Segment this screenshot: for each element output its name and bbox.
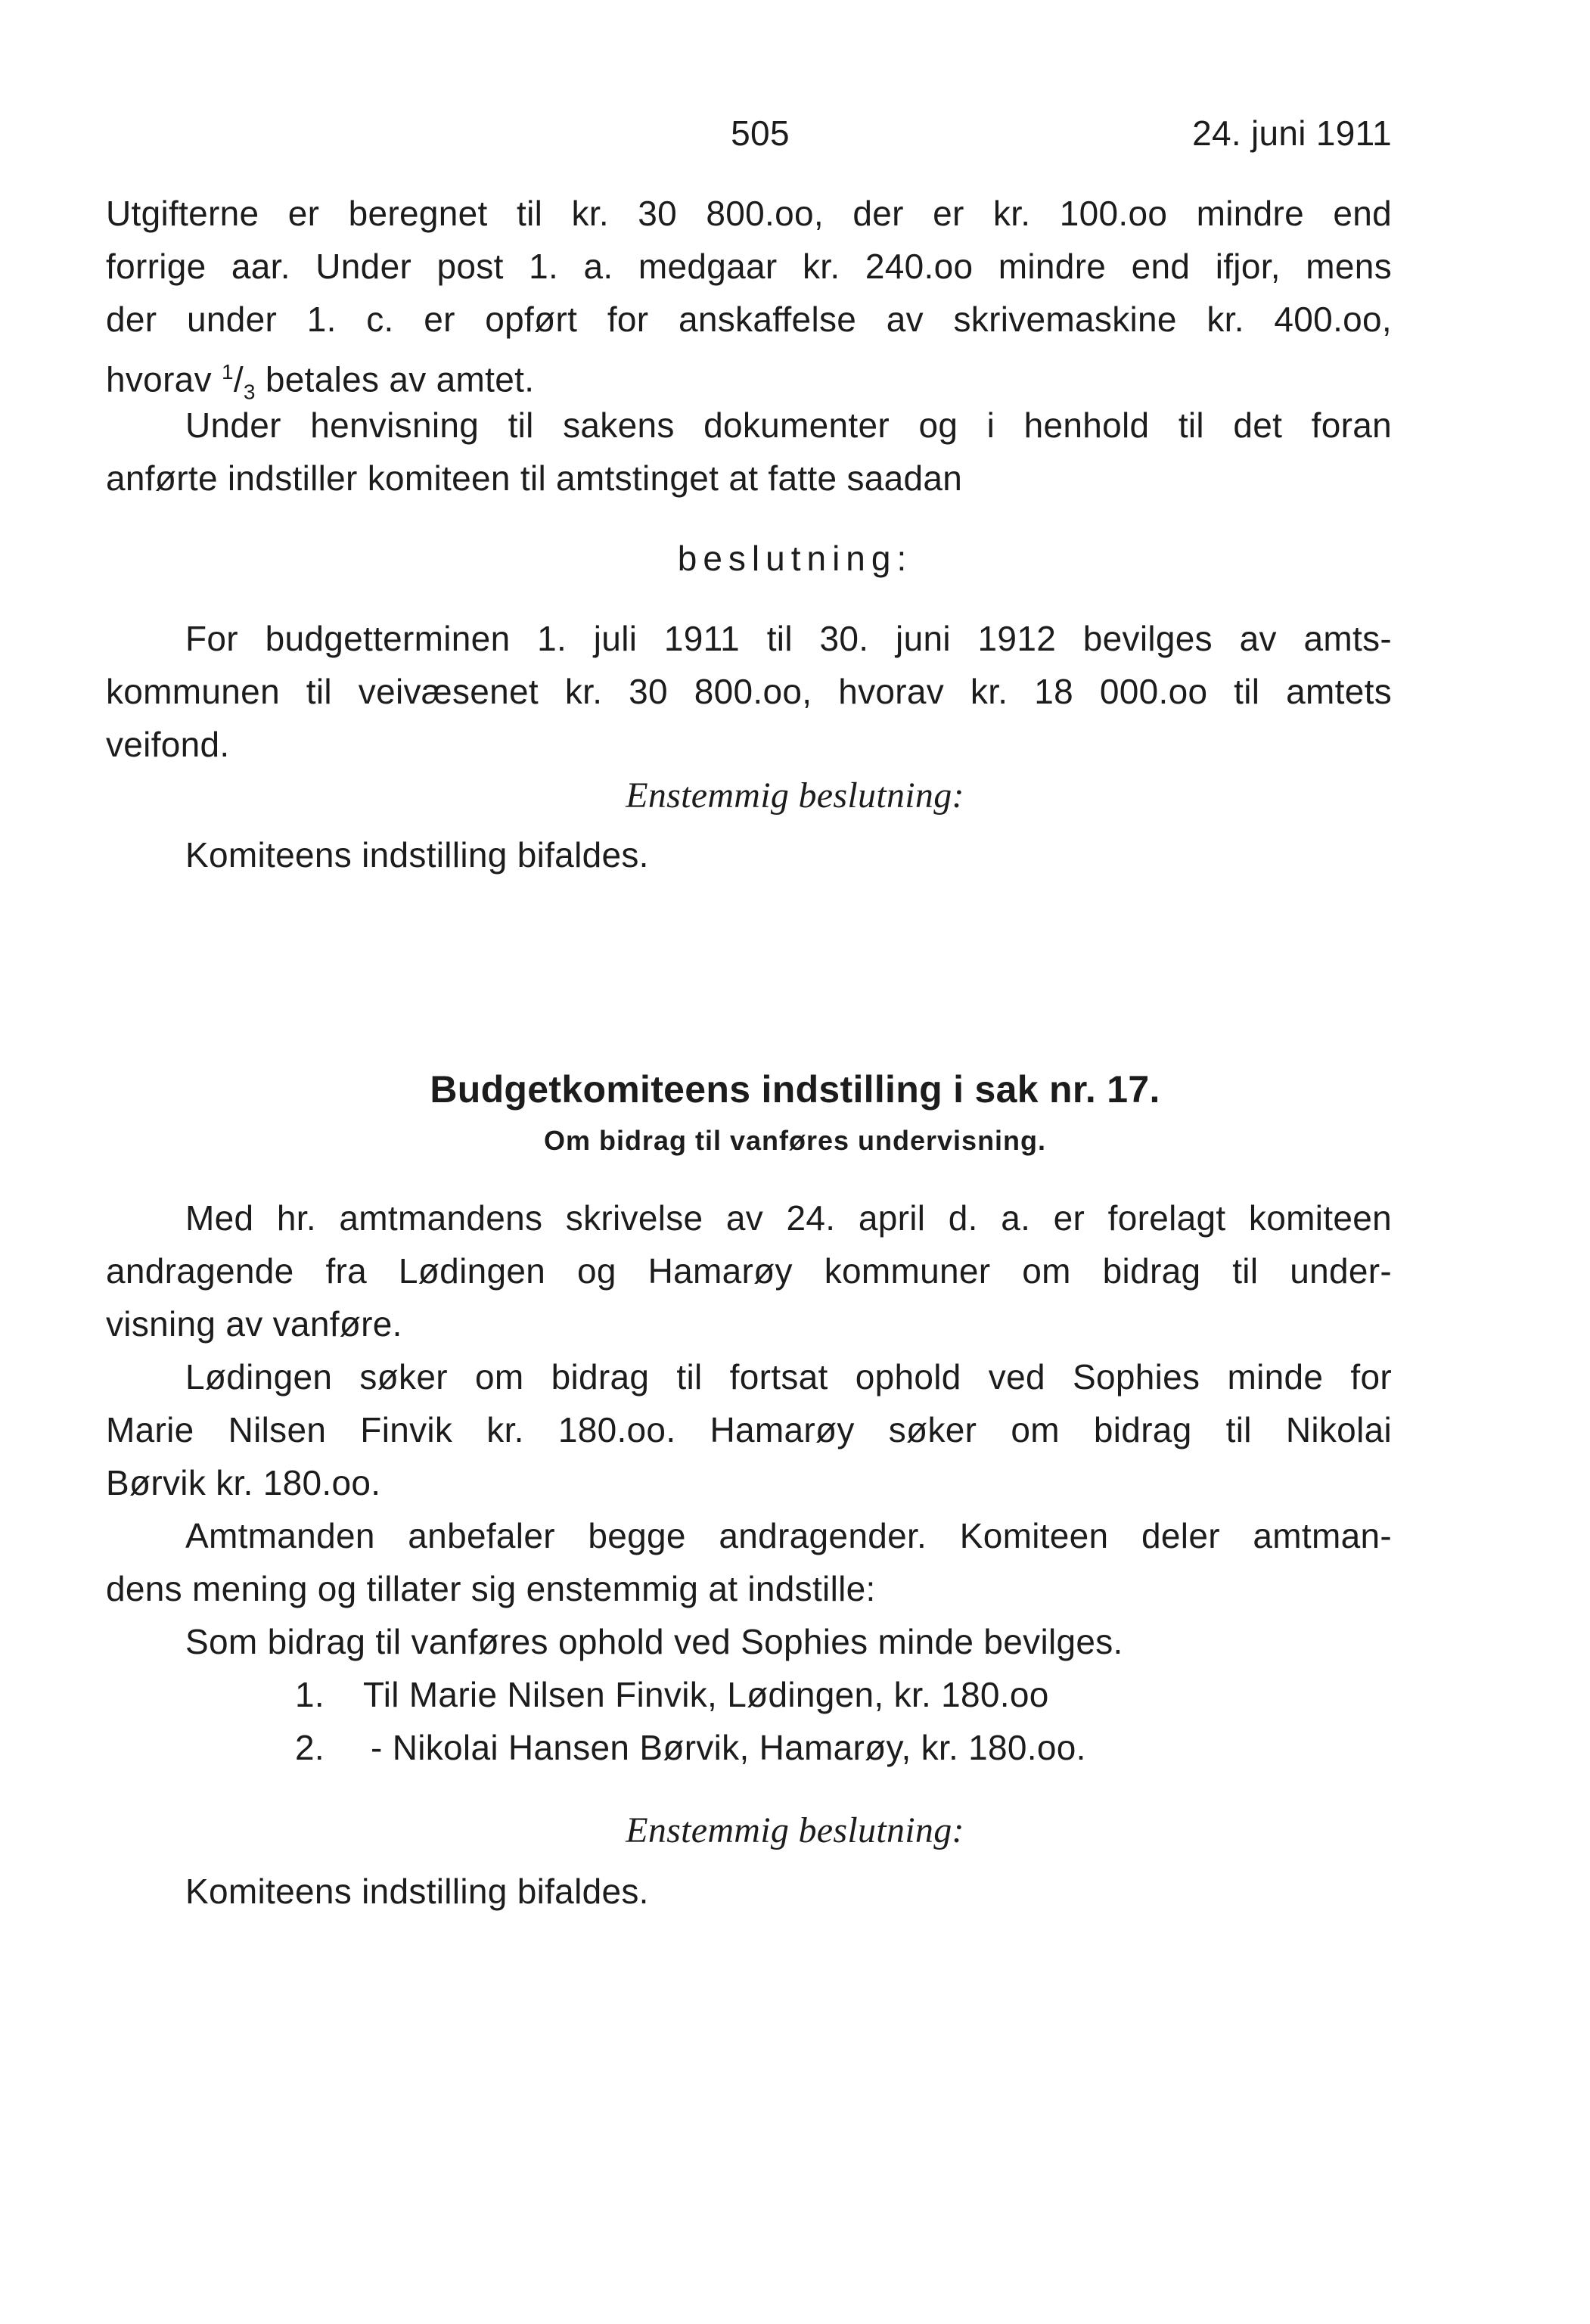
text-line: For budgetterminen 1. juli 1911 til 30. juni 1912 bevilges av amts-	[185, 619, 1392, 658]
text-line: Børvik kr. 180.oo.	[106, 1463, 381, 1502]
text-line: Som bidrag til vanføres ophold ved Sophies minde bevilges.	[185, 1622, 1123, 1661]
text-line: dens mening og tillater sig enstemmig at indstille:	[106, 1569, 876, 1608]
section-subheading: Om bidrag til vanføres undervisning.	[543, 1125, 1047, 1156]
text-line: kommunen til veivæsenet kr. 30 800.oo, hvorav kr. 18 000.oo til amtets	[106, 672, 1392, 711]
page-number: 505	[731, 113, 790, 153]
text-line: anførte indstiller komiteen til amtstinget at fatte saadan	[106, 458, 963, 498]
text-line: forrige aar. Under post 1. a. medgaar kr. 240.oo mindre end ifjor, mens	[106, 247, 1392, 286]
unanimous-decision-label: Enstemmig beslutning:	[626, 775, 964, 816]
text-line: Utgifterne er beregnet til kr. 30 800.oo, der er kr. 100.oo mindre end	[106, 194, 1392, 233]
text-line: Amtmanden anbefaler begge andragender. Komiteen deler amtman-	[185, 1516, 1392, 1555]
text-line: andragende fra Lødingen og Hamarøy kommuner om bidrag til under-	[106, 1251, 1392, 1291]
text-line: der under 1. c. er opført for anskaffelse av skrivemaskine kr. 400.oo,	[106, 300, 1392, 339]
text-line: Marie Nilsen Finvik kr. 180.oo. Hamarøy søker om bidrag til Nikolai	[106, 1410, 1392, 1449]
text-line: visning av vanføre.	[106, 1304, 402, 1344]
list-item-number: 1.	[295, 1675, 325, 1714]
text-line: Lødingen søker om bidrag til fortsat ophold ved Sophies minde for	[185, 1357, 1392, 1397]
list-item-number: 2.	[295, 1728, 325, 1767]
text-line: Med hr. amtmandens skrivelse av 24. april d. a. er forelagt komiteen	[185, 1198, 1392, 1238]
text-fragment: hvorav	[106, 359, 222, 399]
approval-line: Komiteens indstilling bifaldes.	[185, 1872, 649, 1911]
unanimous-decision-label: Enstemmig beslutning:	[626, 1810, 964, 1850]
section-heading: Budgetkomiteens indstilling i sak nr. 17.	[430, 1068, 1160, 1111]
text-line: Under henvisning til sakens dokumenter og i henhold til det foran	[185, 405, 1392, 445]
text-line-fraction: hvorav $^1/_3$ betales av amtet.	[106, 359, 535, 404]
fraction-denominator: 3	[243, 380, 256, 404]
page-date: 24. juni 1911	[1192, 113, 1392, 153]
list-item-text: Til Marie Nilsen Finvik, Lødingen, kr. 180.oo	[363, 1675, 1049, 1714]
decision-label: beslutning:	[677, 539, 913, 578]
text-fragment: betales av amtet.	[255, 359, 535, 399]
list-item-text: - Nikolai Hansen Børvik, Hamarøy, kr. 180.oo.	[371, 1728, 1086, 1767]
approval-line: Komiteens indstilling bifaldes.	[185, 835, 649, 875]
fraction-numerator: 1	[221, 360, 234, 384]
text-line: veifond.	[106, 725, 230, 764]
